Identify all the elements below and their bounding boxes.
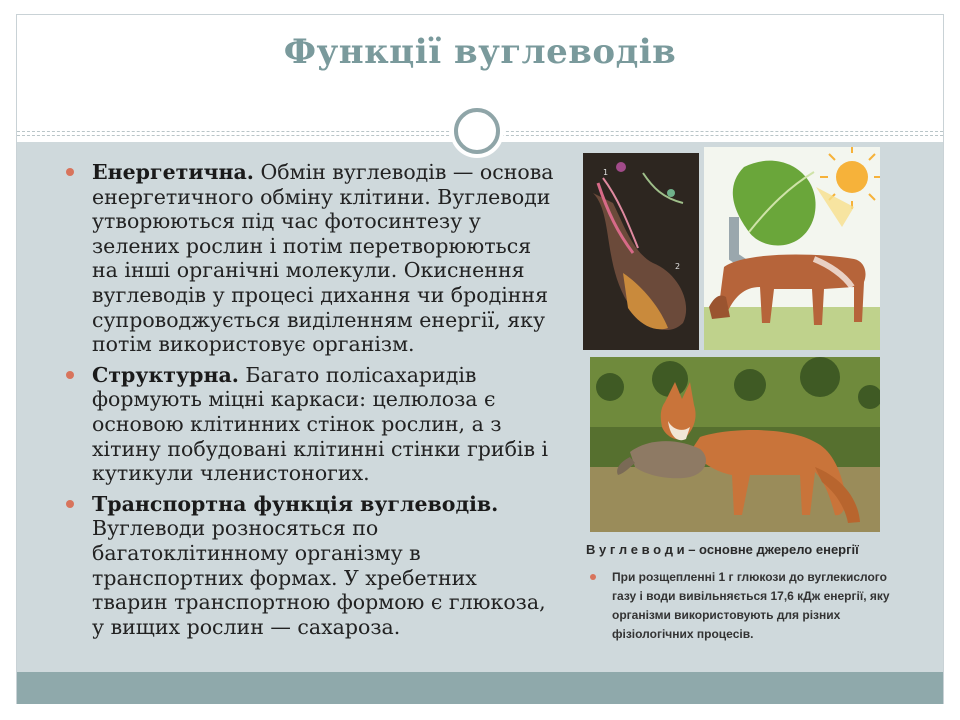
slide-title: Функції вуглеводів	[283, 32, 677, 72]
bullet-energy	[64, 160, 554, 357]
bullet-text: Обмін вуглеводів — основа енергетичного обміну клітини. Вуглеводи утворюються під час фотосинтезу у зелених рослин і потім перетворюються на інші органічні молекули. Окиснення вуглеводів у процесі дихання чи бродіння супроводжується виділенням енергії, яку потім використовує організм.	[92, 160, 554, 357]
bullet-heading: Енергетична.	[92, 160, 254, 184]
fig-label-1: 1	[603, 168, 609, 177]
bullet-structural	[64, 363, 554, 486]
leaf-sun-cow-drawing	[704, 147, 880, 350]
fox-drawing	[590, 357, 880, 532]
ring-ornament-icon	[454, 108, 500, 154]
bullet-dot-icon	[66, 168, 74, 176]
caption-bullet-icon	[590, 574, 596, 580]
bullet-transport	[64, 492, 554, 640]
photosynthesis-cow-image	[704, 147, 880, 350]
figure-caption-text: При розщепленні 1 г глюкози до вуглекислого газу і води вивільняється 17,6 кДж енергії, яку організми використовують для різних фізіологічних процесів.	[612, 570, 890, 641]
bullet-text: Вуглеводи розносяться по багатоклітинному організму в транспортних формах. У хребетних тварин транспортною формою є глюкоза, у вищих рослин — сахароза.	[92, 516, 546, 639]
bullet-list	[64, 160, 554, 645]
anatomy-drawing	[583, 153, 699, 350]
footer-bar	[17, 672, 943, 704]
fox-photo-image	[590, 357, 880, 532]
figure-caption-title: В у г л е в о д и – основне джерело енергії	[586, 542, 859, 557]
bullet-dot-icon	[66, 371, 74, 379]
bullet-text: Багато полісахаридів формують міцні каркаси: целюлоза є основою клітинних стінок рослин, а з хітину побудовані клітинні стінки грибів і кутикули членистоногих.	[92, 362, 549, 486]
bullet-heading: Структурна.	[92, 362, 239, 387]
bullet-dot-icon	[66, 500, 74, 508]
bullet-heading: Транспортна функція вуглеводів.	[92, 491, 499, 516]
anatomy-illustration-image	[583, 153, 699, 350]
fig-label-2: 2	[675, 262, 681, 271]
